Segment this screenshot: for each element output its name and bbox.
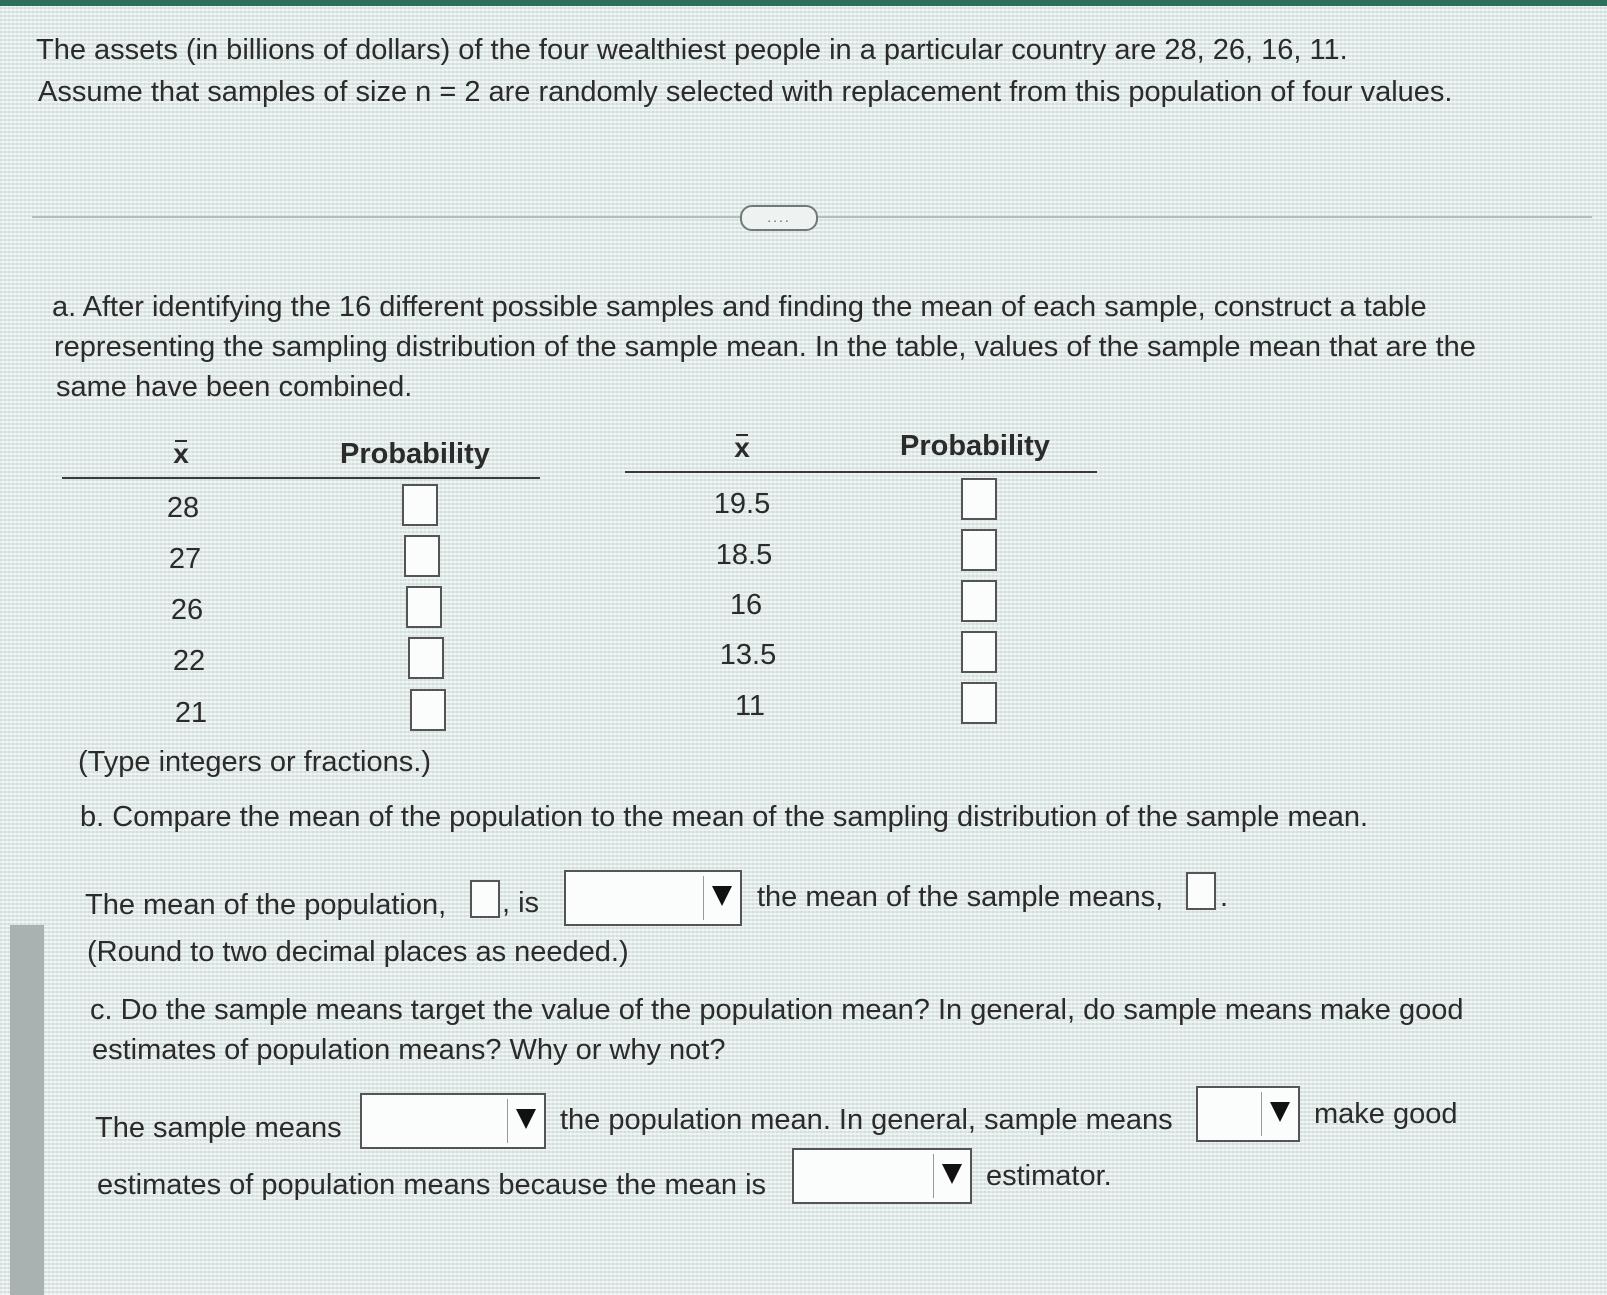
right-probability-input-5[interactable] — [961, 682, 997, 724]
chevron-down-icon — [712, 886, 732, 906]
left-table-xbar-value: 26 — [170, 594, 204, 626]
part-b-sentence-end: . — [1220, 881, 1229, 913]
comparison-dropdown[interactable] — [564, 870, 742, 926]
left-probability-input-1[interactable] — [402, 484, 438, 526]
right-table-xbar-value: 13.5 — [719, 639, 777, 671]
part-c-line-2: estimates of population means? Why or why not? — [92, 1034, 726, 1066]
problem-statement-line-1: The assets (in billions of dollars) of the four wealthiest people in a particular country are 28, 26, 16, 11. — [36, 34, 1348, 66]
right-table-xbar-value: 16 — [729, 589, 763, 621]
part-c-s1-mid: the population mean. In general, sample means — [560, 1104, 1173, 1136]
part-b-sentence-start: The mean of the population, — [85, 889, 447, 921]
left-probability-input-2[interactable] — [404, 535, 440, 577]
chevron-down-icon — [942, 1164, 962, 1184]
left-table-xbar-value: 22 — [172, 645, 206, 677]
part-b-question: b. Compare the mean of the population to the mean of the sampling distribution of the sample mean. — [80, 801, 1369, 833]
right-table-xbar-value: 18.5 — [715, 539, 773, 571]
left-probability-input-3[interactable] — [406, 586, 442, 628]
right-probability-input-3[interactable] — [961, 580, 997, 622]
left-table-xbar-value: 21 — [174, 697, 208, 729]
right-table-probability-header: Probability — [900, 430, 1050, 462]
chevron-down-icon — [516, 1109, 536, 1129]
left-scroll-gutter — [10, 925, 44, 1295]
part-c-line-1: c. Do the sample means target the value of the population mean? In general, do sample means make good — [90, 994, 1464, 1026]
part-b-sentence-is: , is — [502, 887, 540, 919]
part-b-sentence-mid: the mean of the sample means, — [757, 881, 1164, 913]
left-table-header-rule — [62, 477, 540, 479]
right-probability-input-4[interactable] — [961, 631, 997, 673]
right-probability-input-1[interactable] — [961, 478, 997, 520]
chevron-down-icon — [1270, 1102, 1290, 1122]
left-table-xbar-value: 28 — [166, 492, 200, 524]
left-probability-input-5[interactable] — [410, 689, 446, 731]
right-table-xbar-header: x — [734, 432, 750, 463]
part-c-s2-end: estimator. — [986, 1160, 1112, 1192]
population-mean-input[interactable] — [470, 880, 500, 918]
estimator-type-dropdown[interactable] — [792, 1148, 972, 1204]
part-b-note: (Round to two decimal places as needed.) — [87, 936, 629, 968]
problem-statement-line-2: Assume that samples of size n = 2 are randomly selected with replacement from this population of four values. — [38, 76, 1453, 108]
left-table-xbar-value: 27 — [168, 543, 202, 575]
part-a-line-2: representing the sampling distribution of the sample mean. In the table, values of the sample mean that are the — [54, 331, 1476, 363]
target-dropdown[interactable] — [360, 1093, 546, 1149]
part-a-note: (Type integers or fractions.) — [78, 746, 431, 778]
left-table-probability-header: Probability — [340, 438, 490, 470]
top-accent-bar — [0, 0, 1607, 6]
part-c-s1-end: make good — [1314, 1098, 1458, 1130]
good-estimates-dropdown[interactable] — [1196, 1086, 1300, 1142]
right-probability-input-2[interactable] — [961, 529, 997, 571]
left-table-xbar-header: x — [173, 438, 189, 469]
right-table-header-rule — [625, 471, 1097, 473]
mean-of-sample-means-input[interactable] — [1186, 872, 1216, 910]
right-table-xbar-value: 11 — [734, 690, 766, 722]
part-c-s2-start: estimates of population means because the mean is — [97, 1169, 767, 1201]
more-options-button[interactable]: .... — [740, 205, 818, 231]
part-c-s1-start: The sample means — [95, 1112, 342, 1144]
part-a-line-1: a. After identifying the 16 different possible samples and finding the mean of each sample, construct a table — [52, 291, 1427, 323]
left-probability-input-4[interactable] — [408, 637, 444, 679]
part-a-line-3: same have been combined. — [56, 371, 413, 403]
right-table-xbar-value: 19.5 — [713, 488, 771, 520]
